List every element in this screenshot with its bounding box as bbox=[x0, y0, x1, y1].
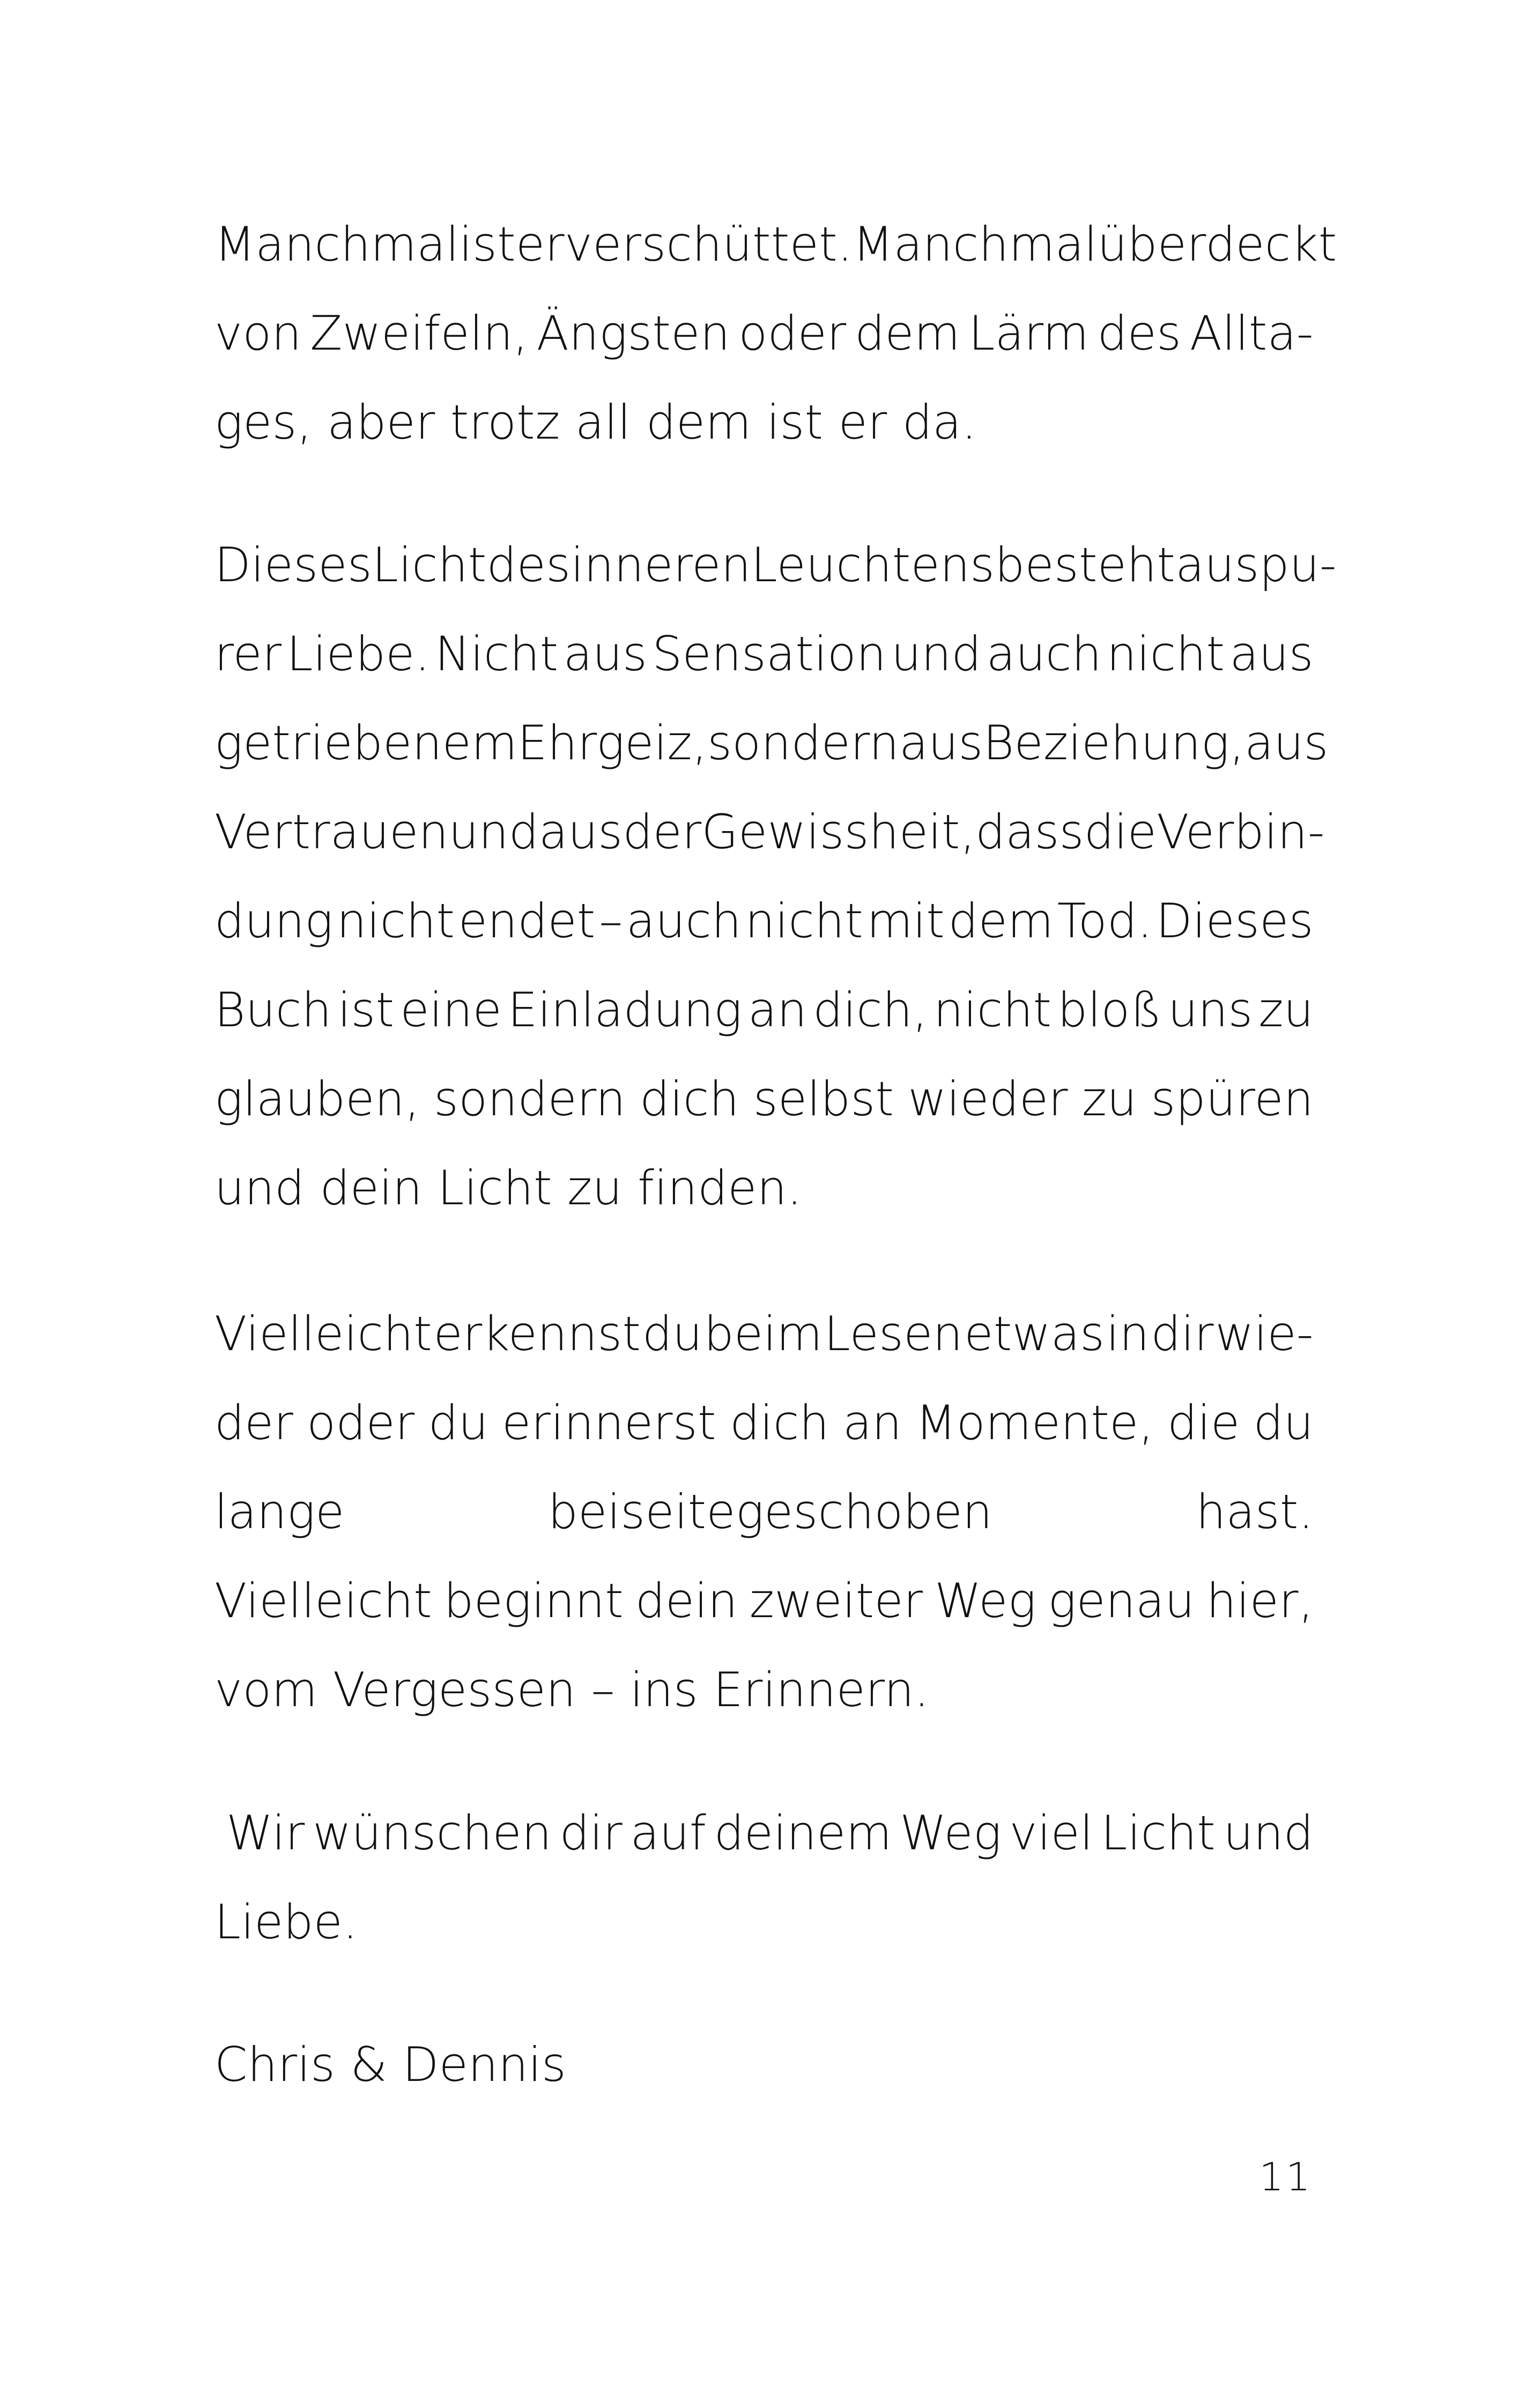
word: des bbox=[486, 537, 571, 592]
word: bloß bbox=[1057, 982, 1162, 1038]
word: deinem bbox=[714, 1805, 892, 1861]
signature-text: Chris & Dennis bbox=[214, 2037, 567, 2092]
text-line bbox=[214, 521, 1337, 610]
text-line bbox=[214, 788, 1325, 877]
word: erkennst bbox=[433, 1306, 641, 1361]
word: pu- bbox=[1259, 537, 1337, 592]
word: Momente, bbox=[915, 1395, 1154, 1450]
word: Lärm bbox=[968, 306, 1089, 361]
word: etwas bbox=[964, 1306, 1105, 1361]
word: Liebe. bbox=[286, 626, 430, 681]
text-line bbox=[214, 877, 1314, 966]
word: dass bbox=[975, 804, 1084, 860]
word: nicht bbox=[745, 893, 863, 949]
word: Lesen bbox=[824, 1306, 963, 1361]
text-line: ges, aber trotz all dem ist er da. bbox=[214, 395, 977, 450]
word: aus bbox=[1175, 537, 1259, 592]
word: Nicht bbox=[435, 626, 559, 681]
word: Wir bbox=[226, 1805, 305, 1861]
word: du bbox=[1253, 1395, 1314, 1450]
word: dir bbox=[1151, 1306, 1214, 1361]
signature bbox=[214, 2020, 1314, 2109]
word: du bbox=[428, 1395, 488, 1450]
word: lange bbox=[214, 1484, 345, 1539]
word: aus bbox=[1229, 626, 1314, 681]
word: oder bbox=[738, 306, 847, 361]
word: Zweifeln, bbox=[310, 306, 529, 361]
text-line bbox=[214, 610, 1314, 699]
word: Weg bbox=[900, 1805, 1002, 1861]
word: – bbox=[599, 893, 623, 949]
word: sondern bbox=[707, 715, 900, 770]
word: des bbox=[1097, 306, 1182, 361]
word: glauben, bbox=[214, 1071, 420, 1127]
word: spüren bbox=[1151, 1071, 1314, 1127]
page-number: 11 bbox=[1259, 2154, 1313, 2199]
word: der bbox=[214, 1395, 294, 1450]
word: dich bbox=[730, 1395, 829, 1450]
text-line: vom Vergessen – ins Erinnern. bbox=[214, 1662, 930, 1717]
text-line bbox=[214, 200, 1337, 289]
text-line: Liebe. bbox=[214, 1894, 358, 1950]
word: du bbox=[642, 1306, 703, 1361]
word: dir bbox=[559, 1805, 623, 1861]
word: hast. bbox=[1196, 1484, 1314, 1539]
word: erinnerst bbox=[502, 1395, 716, 1450]
word: auch bbox=[986, 626, 1102, 681]
word: Ängsten bbox=[536, 306, 730, 361]
word: Vielleicht bbox=[214, 1573, 433, 1628]
word: Beziehung, bbox=[983, 715, 1245, 770]
text-line bbox=[214, 289, 1314, 378]
paragraph-2 bbox=[214, 521, 1337, 1233]
word: oder bbox=[307, 1395, 415, 1450]
word: an bbox=[842, 1395, 902, 1450]
paragraph-4 bbox=[214, 1789, 1314, 1967]
word: von bbox=[214, 306, 302, 361]
word: in bbox=[1106, 1306, 1150, 1361]
word: beiseitegeschoben bbox=[547, 1484, 993, 1539]
word: ist bbox=[337, 982, 395, 1038]
word: beginnt bbox=[443, 1573, 624, 1628]
text-line bbox=[214, 1379, 1314, 1468]
word: aus bbox=[539, 804, 623, 860]
word: auf bbox=[630, 1805, 707, 1861]
word: Buch bbox=[214, 982, 332, 1038]
word: überdeckt bbox=[1097, 217, 1337, 272]
word: auch bbox=[626, 893, 742, 949]
word: Manchmal bbox=[214, 217, 460, 272]
word: Allta- bbox=[1189, 306, 1314, 361]
word: nicht bbox=[336, 893, 455, 949]
text-line bbox=[214, 1557, 1314, 1646]
word: dein bbox=[635, 1573, 738, 1628]
word: genau bbox=[1048, 1573, 1195, 1628]
word: eine bbox=[400, 982, 502, 1038]
word: uns bbox=[1168, 982, 1253, 1038]
word: Leuchtens bbox=[751, 537, 995, 592]
word: dem bbox=[855, 306, 960, 361]
word: und bbox=[448, 804, 539, 860]
word: Sensation bbox=[652, 626, 887, 681]
text-line bbox=[214, 699, 1329, 788]
paragraph-1 bbox=[214, 200, 1337, 467]
word: Gewissheit, bbox=[701, 804, 976, 860]
word: zu bbox=[1258, 982, 1314, 1038]
word: wie- bbox=[1215, 1306, 1314, 1361]
word: viel bbox=[1009, 1805, 1093, 1861]
word: Dieses bbox=[1155, 893, 1314, 949]
text-line bbox=[214, 1468, 1314, 1557]
word: die bbox=[1167, 1395, 1240, 1450]
text-line bbox=[214, 1789, 1314, 1878]
text-line bbox=[214, 1290, 1314, 1379]
word: dung bbox=[214, 893, 334, 949]
word: inneren bbox=[570, 537, 751, 592]
word: selbst bbox=[753, 1071, 894, 1127]
word: sondern bbox=[434, 1071, 626, 1127]
word: endet bbox=[458, 893, 596, 949]
text-line bbox=[214, 1055, 1314, 1144]
word: Tod. bbox=[1057, 893, 1153, 949]
word: aus bbox=[1244, 715, 1329, 770]
word: hier, bbox=[1206, 1573, 1314, 1628]
word: Manchmal bbox=[853, 217, 1098, 272]
text-line: und dein Licht zu finden. bbox=[214, 1160, 803, 1216]
word: Vertrauen bbox=[214, 804, 449, 860]
paragraph-3 bbox=[214, 1290, 1314, 1735]
word: zweiter bbox=[749, 1573, 923, 1628]
word: er bbox=[515, 217, 565, 272]
word: rer bbox=[214, 626, 282, 681]
word: beim bbox=[703, 1306, 823, 1361]
word: Einladung bbox=[507, 982, 743, 1038]
word: Dieses bbox=[214, 537, 372, 592]
word: Licht bbox=[1101, 1805, 1216, 1861]
word: mit bbox=[866, 893, 945, 949]
word: der bbox=[623, 804, 702, 860]
word: wünschen bbox=[313, 1805, 552, 1861]
word: an bbox=[748, 982, 807, 1038]
word: Vielleicht bbox=[214, 1306, 433, 1361]
word: dich, bbox=[813, 982, 928, 1038]
word: Ehrgeiz, bbox=[517, 715, 708, 770]
word: besteht bbox=[995, 537, 1176, 592]
word: dem bbox=[948, 893, 1054, 949]
word: nicht bbox=[1106, 626, 1225, 681]
word: Weg bbox=[935, 1573, 1036, 1628]
word: getriebenem bbox=[214, 715, 518, 770]
word: zu bbox=[1081, 1071, 1137, 1127]
word: dich bbox=[640, 1071, 739, 1127]
word: und bbox=[891, 626, 982, 681]
word: aus bbox=[563, 626, 648, 681]
word: verschüttet. bbox=[564, 217, 853, 272]
text-line bbox=[214, 966, 1314, 1055]
word: Verbin- bbox=[1157, 804, 1325, 860]
word: aus bbox=[899, 715, 983, 770]
word: die bbox=[1084, 804, 1157, 860]
word: ist bbox=[459, 217, 516, 272]
word: wieder bbox=[908, 1071, 1068, 1127]
word: Licht bbox=[372, 537, 487, 592]
word: nicht bbox=[933, 982, 1052, 1038]
word: und bbox=[1223, 1805, 1314, 1861]
